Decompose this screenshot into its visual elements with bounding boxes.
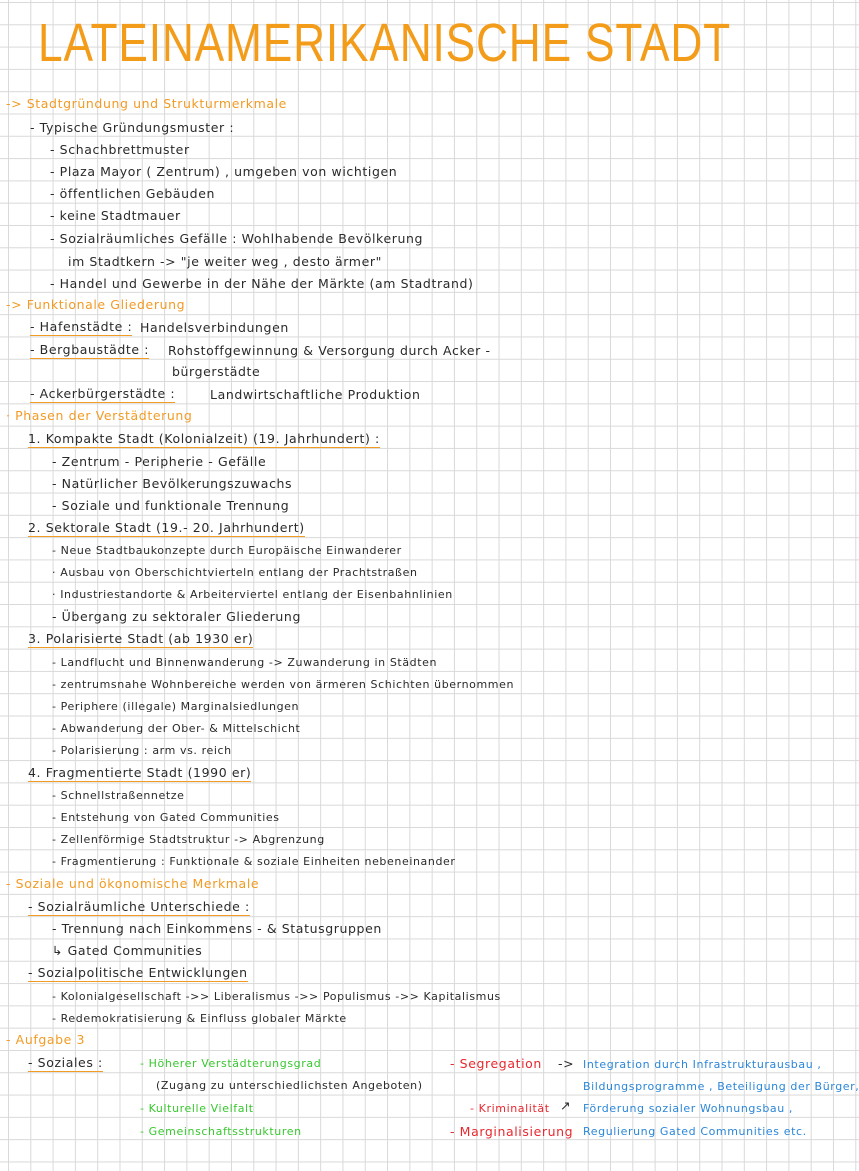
solution-line: Bildungsprogramme , Beteiligung der Bürger, — [583, 1080, 859, 1093]
note-line: - öffentlichen Gebäuden — [50, 186, 216, 201]
heading-stadtgruendung: -> Stadtgründung und Strukturmerkmale — [6, 96, 287, 111]
note-line-label — [30, 342, 149, 358]
note-line: - Zellenförmige Stadtstruktur -> Abgrenzung — [52, 833, 325, 846]
note-line: - Landflucht und Binnenwanderung -> Zuwanderung in Städten — [52, 656, 438, 669]
heading-soziale-merkmale: - Soziale und ökonomische Merkmale — [6, 876, 260, 891]
negative-point: - Segregation — [450, 1056, 542, 1071]
sozialpolitische-label: - Sozialpolitische Entwicklungen — [28, 965, 248, 980]
sozialraeumliche-label: - Sozialräumliche Unterschiede : — [28, 899, 250, 914]
note-line: · Ausbau von Oberschichtvierteln entlang der Prachtstraßen — [52, 566, 418, 579]
note-line: bürgerstädte — [172, 364, 261, 379]
note-line: - Schachbrettmuster — [50, 142, 190, 157]
note-line: - Handel und Gewerbe in der Nähe der Märkte (am Stadtrand) — [50, 276, 474, 291]
note-line: · Industriestandorte & Arbeiterviertel entlang der Eisenbahnlinien — [52, 588, 453, 601]
subheading — [28, 1055, 103, 1071]
phase-1-label: 1. Kompakte Stadt (Kolonialzeit) (19. Jahrhundert) : — [28, 431, 380, 446]
hafenstaedte-label: - Hafenstädte : — [30, 319, 133, 334]
note-line: - keine Stadtmauer — [50, 208, 181, 223]
heading-aufgabe-3: - Aufgabe 3 — [6, 1032, 86, 1047]
soziales-label: - Soziales : — [28, 1055, 103, 1070]
note-line: - Sozialräumliches Gefälle : Wohlhabende Bevölkerung — [50, 231, 424, 246]
note-line: - Kolonialgesellschaft ->> Liberalismus ->> Populismus ->> Kapitalismus — [52, 990, 501, 1003]
subheading — [28, 965, 248, 981]
negative-point: - Marginalisierung — [450, 1124, 574, 1139]
note-line: Landwirtschaftliche Produktion — [210, 387, 421, 402]
note-line: - Periphere (illegale) Marginalsiedlungen — [52, 700, 300, 713]
note-line: - Plaza Mayor ( Zentrum) , umgeben von wichtigen — [50, 164, 398, 179]
note-line: - Polarisierung : arm vs. reich — [52, 744, 232, 757]
phase-2-label: 2. Sektorale Stadt (19.- 20. Jahrhundert) — [28, 520, 305, 535]
note-line: im Stadtkern -> "je weiter weg , desto ärmer" — [68, 254, 382, 269]
heading-funktionale-gliederung: -> Funktionale Gliederung — [6, 297, 186, 312]
note-line: - Schnellstraßennetze — [52, 789, 185, 802]
subheading — [28, 899, 250, 915]
solution-line: Förderung sozialer Wohnungsbau , — [583, 1102, 794, 1115]
heading-phasen: · Phasen der Verstädterung — [6, 408, 193, 423]
note-line: - Übergang zu sektoraler Gliederung — [52, 609, 301, 624]
bergbaustaedte-label: - Bergbaustädte : — [30, 342, 150, 357]
note-line: - Entstehung von Gated Communities — [52, 811, 280, 824]
note-line: - Fragmentierung : Funktionale & soziale Einheiten nebeneinander — [52, 855, 456, 868]
arrow-up-right-icon: ↗ — [560, 1098, 572, 1113]
note-line: - Trennung nach Einkommens - & Statusgruppen — [52, 921, 382, 936]
note-line: Handelsverbindungen — [140, 320, 289, 335]
positive-point: - Höherer Verstädterungsgrad — [140, 1057, 322, 1070]
phase-3-label: 3. Polarisierte Stadt (ab 1930 er) — [28, 631, 254, 646]
note-line: - Zentrum - Peripherie - Gefälle — [52, 454, 267, 469]
arrow-right-icon: -> — [558, 1056, 575, 1071]
positive-point: - Gemeinschaftsstrukturen — [140, 1125, 302, 1138]
note-line: - Redemokratisierung & Einfluss globaler Märkte — [52, 1012, 347, 1025]
phase-heading — [28, 765, 251, 781]
note-line: - zentrumsnahe Wohnbereiche werden von ärmeren Schichten übernommen — [52, 678, 515, 691]
note-line: ↳ Gated Communities — [52, 943, 203, 958]
note-line: - Neue Stadtbaukonzepte durch Europäische Einwanderer — [52, 544, 402, 557]
phase-heading — [28, 631, 253, 647]
solution-line: Integration durch Infrastrukturausbau , — [583, 1058, 822, 1071]
page-title: LATEINAMERIKANISCHE STADT — [38, 13, 732, 73]
note-line-label — [30, 319, 132, 335]
solution-line: Regulierung Gated Communities etc. — [583, 1125, 807, 1138]
negative-point: - Kriminalität — [470, 1102, 550, 1115]
positive-point: - Kulturelle Vielfalt — [140, 1102, 254, 1115]
note-line: - Soziale und funktionale Trennung — [52, 498, 290, 513]
note-line: - Natürlicher Bevölkerungszuwachs — [52, 476, 293, 491]
note-line-label — [30, 386, 175, 402]
note-line: Rohstoffgewinnung & Versorgung durch Acker - — [168, 343, 491, 358]
note-line: - Typische Gründungsmuster : — [30, 120, 235, 135]
ackerbuergerstaedte-label: - Ackerbürgerstädte : — [30, 386, 176, 401]
phase-heading — [28, 431, 380, 447]
phase-4-label: 4. Fragmentierte Stadt (1990 er) — [28, 765, 252, 780]
phase-heading — [28, 520, 305, 536]
note-line: - Abwanderung der Ober- & Mittelschicht — [52, 722, 301, 735]
note-line: (Zugang zu unterschiedlichsten Angeboten) — [156, 1079, 423, 1092]
